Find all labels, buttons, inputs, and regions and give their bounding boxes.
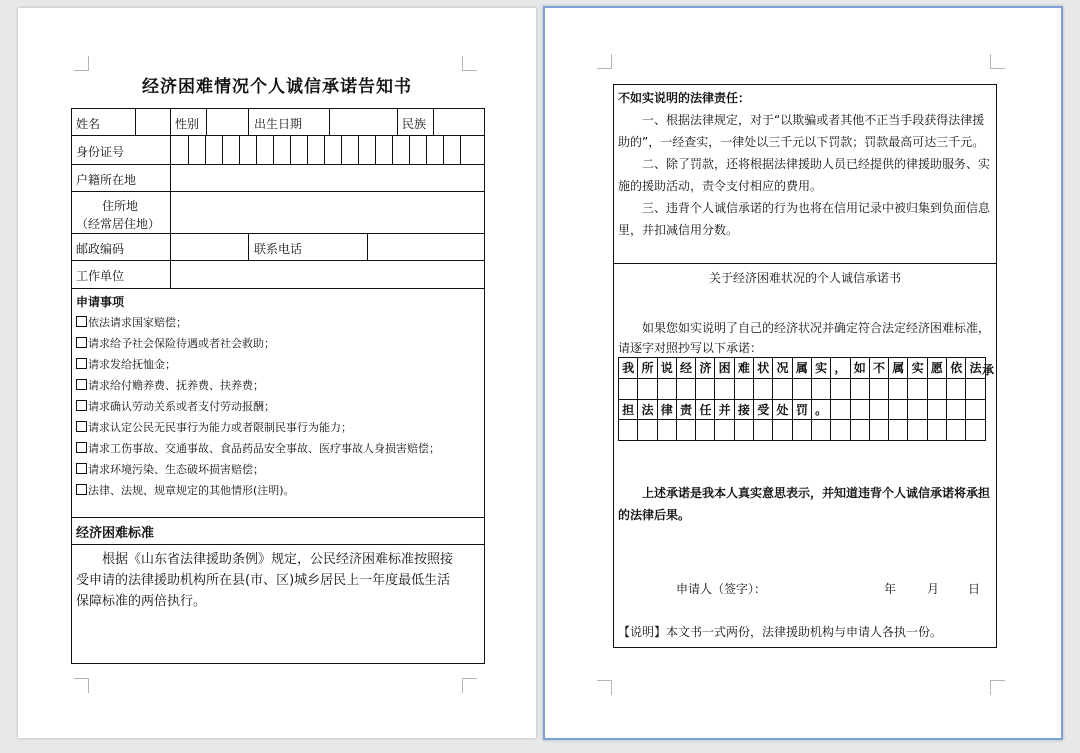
document-page-2[interactable]: [543, 6, 1063, 740]
grid-cell[interactable]: [773, 420, 792, 441]
crop-mark-bottom-left: [597, 680, 612, 695]
grid-cell[interactable]: [831, 420, 850, 441]
grid-cell[interactable]: [812, 420, 831, 441]
grid-cell[interactable]: [812, 379, 831, 400]
grid-cell[interactable]: [619, 420, 638, 441]
liability-p3-line1: 三、违背个人诚信承诺的行为也将在信用记录中被归集到负面信息: [642, 201, 991, 215]
grid-cell[interactable]: [715, 420, 734, 441]
grid-cell[interactable]: [966, 420, 985, 441]
grid-cell[interactable]: 实: [908, 358, 927, 379]
grid-cell[interactable]: [638, 420, 657, 441]
grid-cell[interactable]: 任: [696, 400, 715, 421]
grid-cell[interactable]: [851, 420, 870, 441]
grid-cell[interactable]: [947, 420, 966, 441]
grid-cell[interactable]: [735, 379, 754, 400]
grid-cell[interactable]: [658, 379, 677, 400]
grid-cell[interactable]: [889, 400, 908, 421]
grid-cell[interactable]: 说: [658, 358, 677, 379]
crop-mark-bottom-left: [74, 678, 89, 693]
signature-year: 年: [884, 582, 897, 596]
crop-mark-top-right: [462, 56, 477, 71]
crop-mark-top-left: [74, 56, 89, 71]
id-number-label: 身份证号: [76, 145, 125, 159]
grid-cell[interactable]: [870, 420, 889, 441]
grid-cell[interactable]: 实: [812, 358, 831, 379]
grid-cell[interactable]: 况: [773, 358, 792, 379]
grid-cell[interactable]: 如: [851, 358, 870, 379]
grid-cell[interactable]: 罚: [793, 400, 812, 421]
crop-mark-bottom-right: [462, 678, 477, 693]
phone-label: 联系电话: [254, 242, 303, 256]
standard-line-1: 根据《山东省法律援助条例》规定，公民经济困难标准按照接: [102, 552, 454, 567]
grid-cell[interactable]: [677, 379, 696, 400]
liability-p1-line2: 助的”，一经查实，一律处以三千元以下罚款；罚款最高可达三千元。: [618, 135, 985, 149]
grid-cell[interactable]: [870, 400, 889, 421]
application-item[interactable]: 请求给予社会保险待遇或者社会救助；: [76, 335, 275, 351]
checkbox[interactable]: [76, 316, 87, 327]
grid-cell[interactable]: [658, 420, 677, 441]
crop-mark-top-right: [990, 54, 1005, 69]
application-heading: 申请事项: [76, 295, 125, 309]
application-item[interactable]: 请求发给抚恤金；: [76, 356, 176, 372]
grid-cell[interactable]: [908, 420, 927, 441]
grid-cell[interactable]: 并: [715, 400, 734, 421]
crop-mark-top-left: [597, 54, 612, 69]
grid-cell[interactable]: 责: [677, 400, 696, 421]
residence-sublabel: （经常居住地）: [76, 217, 161, 231]
grid-cell[interactable]: [966, 379, 985, 400]
grid-cell[interactable]: [947, 379, 966, 400]
postal-code-label: 邮政编码: [76, 242, 125, 256]
info-table: [71, 108, 485, 664]
grid-cell-overflow: 承: [982, 363, 995, 377]
grid-cell[interactable]: [696, 379, 715, 400]
checkbox[interactable]: [76, 442, 87, 453]
grid-cell[interactable]: [754, 379, 773, 400]
document-page-1[interactable]: [18, 8, 536, 738]
copy-grid[interactable]: [618, 357, 986, 441]
declaration-line2: 的法律后果。: [618, 508, 691, 522]
household-registration-label: 户籍所在地: [76, 173, 137, 187]
document-title: 经济困难情况个人诚信承诺告知书: [142, 77, 412, 97]
grid-cell[interactable]: 不: [870, 358, 889, 379]
commitment-intro-line2: 请逐字对照抄写以下承诺：: [618, 341, 763, 355]
application-item[interactable]: 依法请求国家赔偿；: [76, 314, 187, 330]
grid-cell[interactable]: 愿: [928, 358, 947, 379]
grid-cell[interactable]: 状: [754, 358, 773, 379]
grid-cell[interactable]: [793, 420, 812, 441]
checkbox[interactable]: [76, 463, 87, 474]
application-item[interactable]: 请求确认劳动关系或者支付劳动报酬；: [76, 398, 275, 414]
liability-p2-line1: 二、除了罚款，还将根据法律援助人员已经提供的律援助服务、实: [642, 157, 991, 171]
commitment-title: 关于经济困难状况的个人诚信承诺书: [708, 271, 901, 285]
grid-cell[interactable]: 处: [773, 400, 792, 421]
ethnicity-label: 民族: [402, 117, 427, 131]
grid-cell[interactable]: [754, 420, 773, 441]
grid-cell[interactable]: [966, 400, 985, 421]
grid-cell[interactable]: [793, 379, 812, 400]
grid-cell[interactable]: [889, 420, 908, 441]
declaration-line1: 上述承诺是我本人真实意思表示，并知道违背个人诚信承诺将承担: [642, 486, 991, 500]
signature-day: 日: [968, 582, 981, 596]
grid-cell[interactable]: 属: [889, 358, 908, 379]
grid-cell[interactable]: [696, 420, 715, 441]
checkbox[interactable]: [76, 421, 87, 432]
grid-cell[interactable]: ，: [831, 358, 850, 379]
checkbox[interactable]: [76, 358, 87, 369]
liability-p1-line1: 一、根据法律规定，对于“以欺骗或者其他不正当手段获得法律援: [642, 113, 985, 127]
grid-cell[interactable]: 律: [658, 400, 677, 421]
signature-label: 申请人（签字）：: [676, 582, 767, 596]
grid-cell[interactable]: [908, 400, 927, 421]
grid-cell[interactable]: 担: [619, 400, 638, 421]
standard-heading: 经济困难标准: [76, 526, 155, 541]
grid-cell[interactable]: [677, 420, 696, 441]
grid-cell[interactable]: [870, 379, 889, 400]
checkbox[interactable]: [76, 379, 87, 390]
work-unit-label: 工作单位: [76, 269, 125, 283]
grid-cell[interactable]: [715, 379, 734, 400]
grid-cell[interactable]: [831, 379, 850, 400]
grid-cell[interactable]: [735, 420, 754, 441]
liability-p3-line2: 里，并扣减信用分数。: [618, 223, 739, 237]
residence-label: 住所地: [102, 199, 139, 213]
application-item[interactable]: 请求认定公民无民事行为能力或者限制民事行为能力；: [76, 419, 352, 435]
grid-cell[interactable]: [889, 379, 908, 400]
grid-cell[interactable]: 难: [735, 358, 754, 379]
grid-cell[interactable]: 属: [793, 358, 812, 379]
grid-cell[interactable]: [773, 379, 792, 400]
grid-cell[interactable]: [928, 400, 947, 421]
grid-cell[interactable]: 我: [619, 358, 638, 379]
crop-mark-bottom-right: [990, 680, 1005, 695]
grid-cell[interactable]: 接: [735, 400, 754, 421]
grid-cell[interactable]: [619, 379, 638, 400]
standard-line-3: 保障标准的两倍执行。: [76, 594, 207, 609]
liability-p2-line2: 施的援助活动，责令支付相应的费用。: [618, 179, 823, 193]
checkbox[interactable]: [76, 400, 87, 411]
liability-heading: 不如实说明的法律责任：: [618, 91, 751, 105]
name-label: 姓名: [76, 117, 101, 131]
application-item[interactable]: 请求工伤事故、交通事故、食品药品安全事故、医疗事故人身损害赔偿；: [76, 440, 440, 456]
grid-cell[interactable]: [638, 379, 657, 400]
grid-cell[interactable]: [928, 420, 947, 441]
checkbox[interactable]: [76, 337, 87, 348]
grid-cell[interactable]: 法: [966, 358, 985, 379]
grid-cell[interactable]: [831, 400, 850, 421]
application-item[interactable]: 请求环境污染、生态破坏损害赔偿；: [76, 461, 264, 477]
signature-month: 月: [927, 582, 940, 596]
birth-date-label: 出生日期: [254, 117, 303, 131]
commitment-intro-line1: 如果您如实说明了自己的经济状况并确定符合法定经济困难标准，: [642, 321, 991, 335]
grid-cell[interactable]: 依: [947, 358, 966, 379]
checkbox[interactable]: [76, 484, 87, 495]
grid-cell[interactable]: [947, 400, 966, 421]
grid-cell[interactable]: [908, 379, 927, 400]
grid-cell[interactable]: 。: [812, 400, 831, 421]
grid-cell[interactable]: 所: [638, 358, 657, 379]
name-input[interactable]: [136, 109, 170, 135]
grid-cell[interactable]: [928, 379, 947, 400]
grid-cell[interactable]: 济: [696, 358, 715, 379]
grid-cell[interactable]: 困: [715, 358, 734, 379]
application-item[interactable]: 请求给付赡养费、抚养费、扶养费；: [76, 377, 264, 393]
grid-cell[interactable]: 受: [754, 400, 773, 421]
grid-cell[interactable]: [851, 379, 870, 400]
grid-cell[interactable]: 经: [677, 358, 696, 379]
standard-line-2: 受申请的法律援助机构所在县(市、区)城乡居民上一年度最低生活: [76, 573, 451, 588]
grid-cell[interactable]: [851, 400, 870, 421]
explanation-note: 【说明】本文书一式两份，法律援助机构与申请人各执一份。: [618, 625, 943, 639]
application-item[interactable]: 法律、法规、规章规定的其他情形(注明)。: [76, 482, 295, 498]
grid-cell[interactable]: 法: [638, 400, 657, 421]
gender-label: 性别: [175, 117, 200, 131]
commitment-table: [613, 84, 997, 648]
